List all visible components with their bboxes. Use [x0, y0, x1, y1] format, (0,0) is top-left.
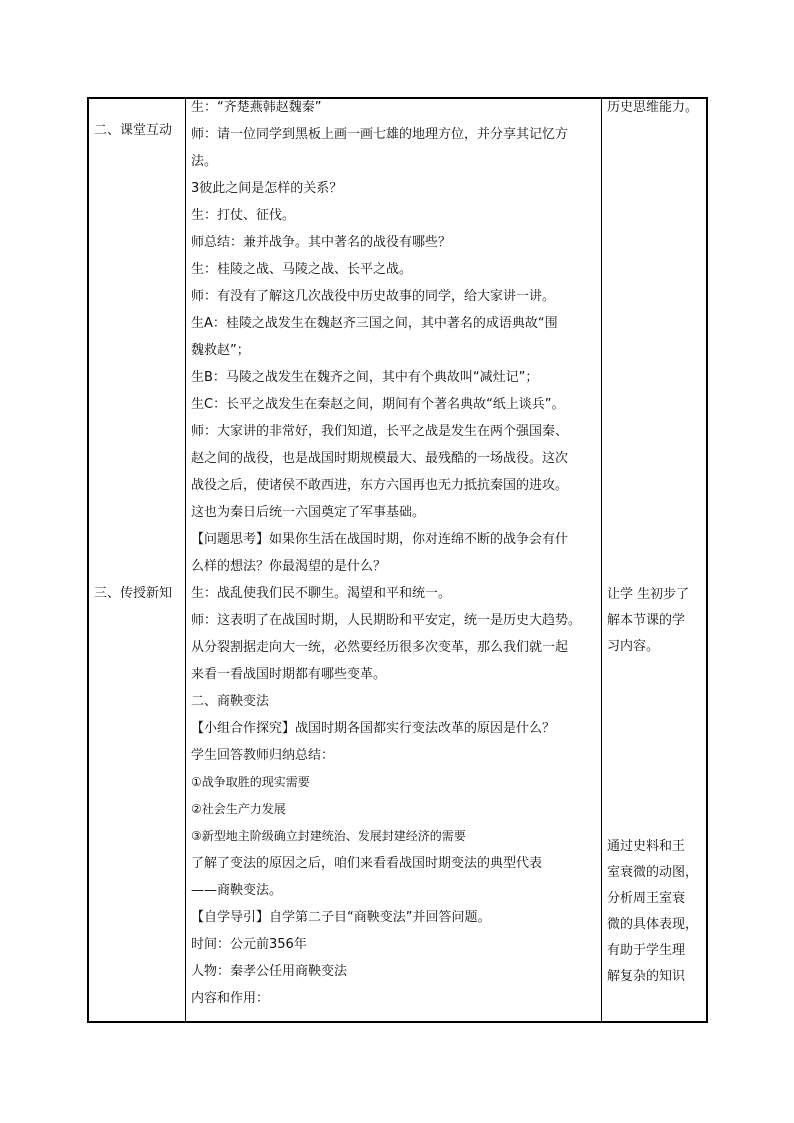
column-divider — [601, 99, 602, 1021]
note-line: 解本节课的学 — [607, 613, 686, 628]
note-line: 分析周王室衰 — [607, 891, 686, 906]
column-divider — [185, 99, 186, 1021]
content-line: 从分裂割据走向大一统，必然要经历很多次变革，那么我们就一起 — [191, 640, 569, 655]
content-line: 生C：长平之战发生在秦赵之间，期间有个著名典故“纸上谈兵”。 — [191, 397, 565, 412]
content-line: 这也为秦日后统一六国奠定了军事基础。 — [191, 505, 426, 520]
content-line: ③新型地主阶级确立封建统治、发展封建经济的需要 — [191, 829, 466, 843]
content-line: 学生回答教师归纳总结： — [191, 748, 335, 763]
note-top — [607, 95, 707, 121]
content-line: 【自学导引】自学第二子目“商鞅变法”并回答问题。 — [191, 910, 491, 925]
note-line: 微的具体表现， — [607, 917, 699, 932]
content-line: 生：打仗、征伐。 — [191, 208, 296, 223]
content-line: 师：请一位同学到黑板上画一画七雄的地理方位，并分享其记忆方 — [191, 127, 569, 142]
content-line: 人物：秦孝公任用商鞅变法 — [191, 964, 348, 979]
content-line: 生：“齐楚燕韩赵魏秦” — [191, 100, 322, 115]
note-line: 让学 生初步了 — [607, 587, 690, 602]
note-line: 有助于学生理 — [607, 943, 686, 958]
content-line: ——商鞅变法。 — [191, 883, 283, 898]
content-line: 时间：公元前356年 — [191, 937, 307, 952]
content-line: 师：有没有了解这几次战役中历史故事的同学，给大家讲一讲。 — [191, 289, 556, 304]
note-line: 通过史料和王 — [607, 839, 686, 854]
content-line: ①战争取胜的现实需要 — [191, 775, 310, 789]
lesson-plan-table — [87, 97, 708, 1023]
notes-column — [603, 99, 708, 1021]
content-line: 师：大家讲的非常好，我们知道，长平之战是发生在两个强国秦、 — [191, 424, 569, 439]
content-line: 么样的想法？你最渴望的是什么？ — [191, 559, 387, 574]
content-line: 生B：马陵之战发生在魏齐之间，其中有个典故叫“减灶记”； — [191, 370, 539, 385]
note-middle — [607, 582, 707, 660]
content-lines — [187, 94, 581, 1012]
content-line: 生：桂陵之战、马陵之战、长平之战。 — [191, 262, 413, 277]
note-line: 解复杂的知识 — [607, 969, 686, 984]
section-label-interaction: 二、课堂互动 — [94, 123, 173, 138]
content-line: 生：战乱使我们民不聊生。渴望和平和统一。 — [191, 586, 452, 601]
content-line: 赵之间的战役，也是战国时期规模最大、最残酷的一场战役。这次 — [191, 451, 569, 466]
note-bottom — [607, 834, 707, 990]
note-line: 室衰微的动图， — [607, 865, 699, 880]
content-line: 3彼此之间是怎样的关系？ — [191, 181, 343, 196]
content-line: 【小组合作探究】战国时期各国都实行变法改革的原因是什么？ — [191, 721, 556, 736]
content-line: 内容和作用： — [191, 991, 270, 1006]
content-line: 师总结：兼并战争。其中著名的战役有哪些？ — [191, 235, 452, 250]
content-line: 法。 — [191, 154, 218, 169]
content-line: 【问题思考】如果你生活在战国时期，你对连绵不断的战争会有什 — [191, 532, 569, 547]
content-line: 二、商鞅变法 — [191, 694, 270, 709]
note-line: 习内容。 — [607, 639, 660, 654]
section-column — [89, 99, 185, 1021]
content-line: 魏救赵”； — [191, 343, 250, 358]
content-line: ②社会生产力发展 — [191, 802, 286, 816]
content-line: 师：这表明了在战国时期，人民期盼和平安定，统一是历史大趋势。 — [191, 613, 582, 628]
content-line: 了解了变法的原因之后，咱们来看看战国时期变法的典型代表 — [191, 856, 543, 871]
section-label-teaching: 三、传授新知 — [94, 586, 173, 601]
content-line: 战役之后，使诸侯不敢西进，东方六国再也无力抵抗秦国的进攻。 — [191, 478, 569, 493]
note-line: 历史思维能力。 — [607, 100, 699, 115]
content-line: 生A：桂陵之战发生在魏赵齐三国之间，其中著名的成语典故“围 — [191, 316, 558, 331]
content-line: 来看一看战国时期都有哪些变革。 — [191, 667, 387, 682]
content-column — [187, 99, 601, 1021]
